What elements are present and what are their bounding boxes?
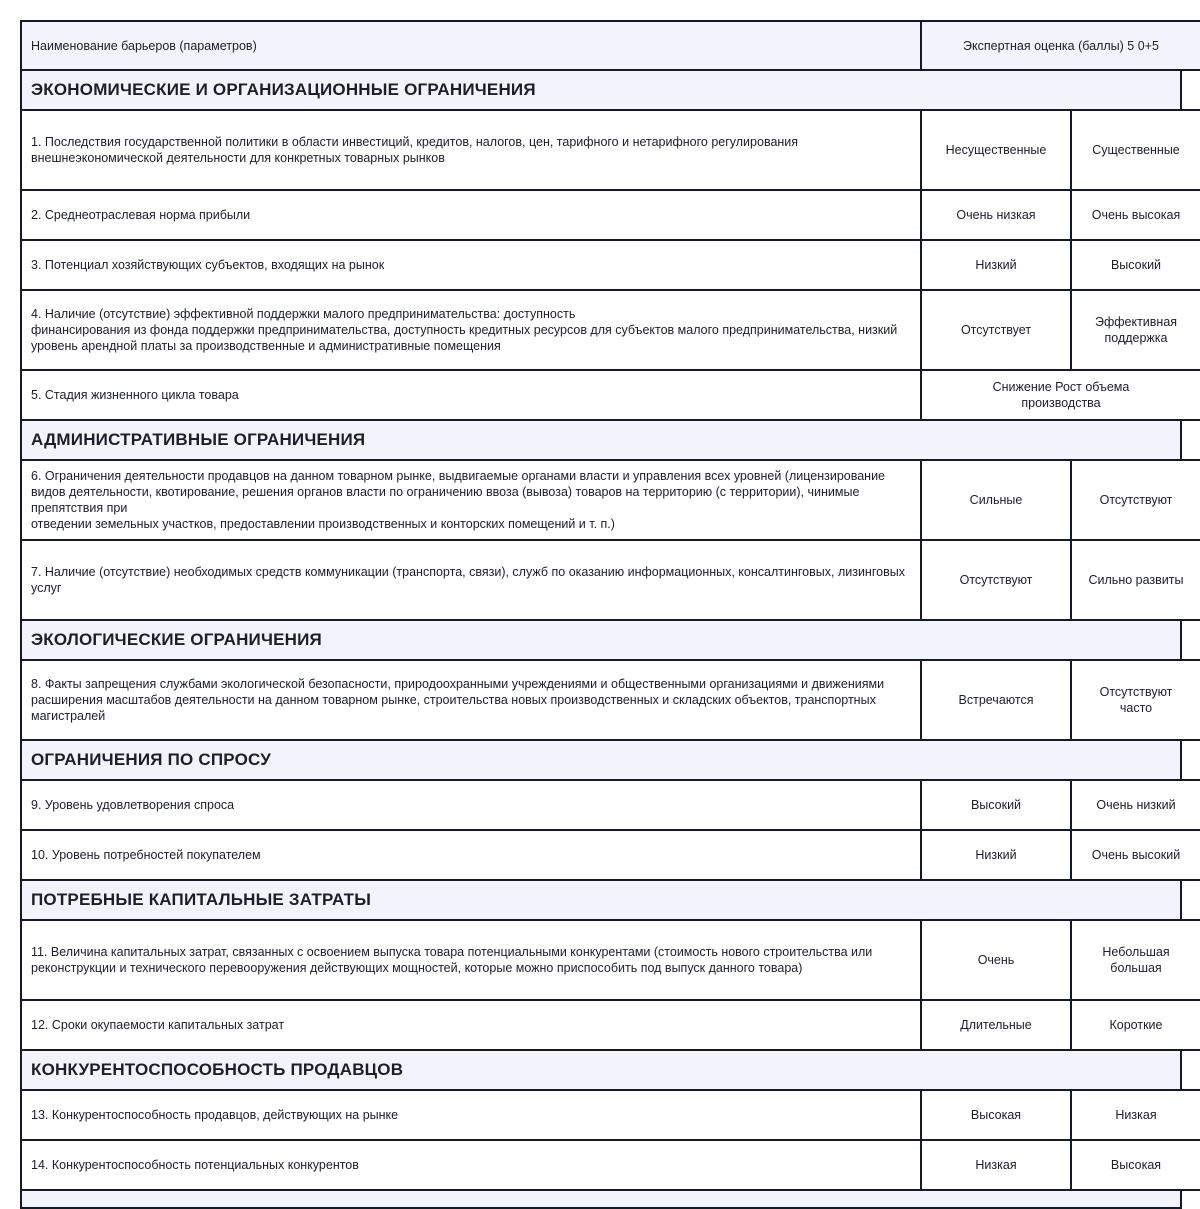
header-name-cell xyxy=(20,20,922,71)
row-name: 11. Величина капитальных затрат, связанных с освоением выпуска товара потенциальными конкурентами (стоимость нового строительства или реконструкции и технического перевооружения действующих мощностей, которые можно приспособить под выпуск данного товара) xyxy=(31,945,873,975)
table-row xyxy=(20,189,1200,241)
table-row xyxy=(20,919,1200,1001)
row-name: 8. Факты запрещения службами экологической безопасности, природоохранными учреждениями и общественными организациями и движениями расширения масштабов деятельности на данном товарном рынке, строительства новых производственных и складских объектов, транспортных магистралей xyxy=(31,677,885,723)
row-high-value: Отсутствуют часто xyxy=(1070,659,1200,741)
row-low-value: Отсутствуют xyxy=(920,539,1072,621)
table-row xyxy=(20,239,1200,291)
row-name-cell xyxy=(20,189,922,241)
table-row xyxy=(20,829,1200,881)
row-name: 4. Наличие (отсутствие) эффективной поддержки малого предпринимательства: доступность финансирования из фонда поддержки предпринимательства, доступность кредитных ресурсов для субъектов малого предпринимательства, низкий уровень арендной платы за производственные и административные помещения xyxy=(31,307,898,353)
row-high-value: Существенные xyxy=(1070,109,1200,191)
section-title: ЭКОНОМИЧЕСКИЕ И ОРГАНИЗАЦИОННЫЕ ОГРАНИЧЕНИЯ xyxy=(20,69,1182,111)
row-name: 14. Конкурентоспособность потенциальных конкурентов xyxy=(31,1158,359,1172)
row-low-value: Низкая xyxy=(920,1139,1072,1191)
row-low-value: Несущественные xyxy=(920,109,1072,191)
row-name-cell xyxy=(20,109,922,191)
row-name: 10. Уровень потребностей покупателем xyxy=(31,848,261,862)
section-demand xyxy=(20,739,1200,781)
section-capital-costs xyxy=(20,879,1200,921)
section-tail xyxy=(1180,1049,1200,1091)
row-high-value: Низкая xyxy=(1070,1089,1200,1141)
table-row xyxy=(20,289,1200,371)
row-name-cell xyxy=(20,779,922,831)
row-name: 3. Потенциал хозяйствующих субъектов, входящих на рынок xyxy=(31,258,385,272)
row-low-value: Очень xyxy=(920,919,1072,1001)
row-high-value: Высокая xyxy=(1070,1139,1200,1191)
table-row xyxy=(20,459,1200,541)
row-low-value: Отсутствует xyxy=(920,289,1072,371)
section-ecological xyxy=(20,619,1200,661)
row-name-cell xyxy=(20,829,922,881)
row-high-value: Очень низкий xyxy=(1070,779,1200,831)
row-name-cell xyxy=(20,289,922,371)
section-tail xyxy=(1180,739,1200,781)
row-low-value: Высокий xyxy=(920,779,1072,831)
section-competitiveness xyxy=(20,1049,1200,1091)
section-tail xyxy=(1180,419,1200,461)
row-high-value: Короткие xyxy=(1070,999,1200,1051)
section-next-partial xyxy=(20,1189,1200,1209)
table-row xyxy=(20,109,1200,191)
row-low-value: Встречаются xyxy=(920,659,1072,741)
table-row xyxy=(20,1139,1200,1191)
section-tail xyxy=(1180,619,1200,661)
section-title-partial xyxy=(20,1189,1182,1209)
row-high-value: Высокий xyxy=(1070,239,1200,291)
row-high-value: Отсутствуют xyxy=(1070,459,1200,541)
row-name: 12. Сроки окупаемости капитальных затрат xyxy=(31,1018,285,1032)
table-row xyxy=(20,999,1200,1051)
row-low-value: Длительные xyxy=(920,999,1072,1051)
table-row xyxy=(20,369,1200,421)
row-name-cell xyxy=(20,919,922,1001)
table-row xyxy=(20,1089,1200,1141)
section-title: КОНКУРЕНТОСПОСОБНОСТЬ ПРОДАВЦОВ xyxy=(20,1049,1182,1091)
row-name-cell xyxy=(20,1089,922,1141)
row-name: 1. Последствия государственной политики в области инвестиций, кредитов, налогов, цен, тарифного и нетарифного регулирования внешнеэкономической деятельности для конкретных товарных рынков xyxy=(31,135,799,165)
row-high-value: Очень высокая xyxy=(1070,189,1200,241)
header-score-label: Экспертная оценка (баллы) 5 0+5 xyxy=(963,38,1159,53)
section-tail xyxy=(1180,69,1200,111)
row-name: 6. Ограничения деятельности продавцов на данном товарном рынке, выдвигаемые органами власти и управления всех уровней (лицензирование видов деятельности, квотирование, решения органов власти по ограничению ввоза (вывоза) товаров на территорию (с территории), чинимые препятствия при отведении земельных участков, предоставлении производственных и конторских помещений и т. п.) xyxy=(31,469,886,531)
row-span-value: Снижение Рост объема производства xyxy=(920,369,1200,421)
row-name: 13. Конкурентоспособность продавцов, действующих на рынке xyxy=(31,1108,399,1122)
table-row xyxy=(20,659,1200,741)
header-name-label: Наименование барьеров (параметров) xyxy=(31,38,257,53)
section-title: АДМИНИСТРАТИВНЫЕ ОГРАНИЧЕНИЯ xyxy=(20,419,1182,461)
row-low-value: Сильные xyxy=(920,459,1072,541)
row-name-cell xyxy=(20,459,922,541)
row-name-cell xyxy=(20,369,922,421)
row-name: 7. Наличие (отсутствие) необходимых средств коммуникации (транспорта, связи), служб по оказанию информационных, консалтинговых, лизинговых услуг xyxy=(31,565,905,595)
row-name: 5. Стадия жизненного цикла товара xyxy=(31,388,239,402)
table-row xyxy=(20,779,1200,831)
header-score-cell xyxy=(920,20,1200,71)
row-name: 9. Уровень удовлетворения спроса xyxy=(31,798,235,812)
table-header-row xyxy=(20,20,1200,71)
row-low-value: Очень низкая xyxy=(920,189,1072,241)
section-title: ЭКОЛОГИЧЕСКИЕ ОГРАНИЧЕНИЯ xyxy=(20,619,1182,661)
row-low-value: Высокая xyxy=(920,1089,1072,1141)
section-administrative xyxy=(20,419,1200,461)
row-name-cell xyxy=(20,999,922,1051)
row-name-cell xyxy=(20,539,922,621)
row-high-value: Сильно развиты xyxy=(1070,539,1200,621)
section-economic xyxy=(20,69,1200,111)
row-low-value: Низкий xyxy=(920,829,1072,881)
row-name-cell xyxy=(20,659,922,741)
row-name-cell xyxy=(20,1139,922,1191)
row-name: 2. Среднеотраслевая норма прибыли xyxy=(31,208,251,222)
table-row xyxy=(20,539,1200,621)
row-low-value: Низкий xyxy=(920,239,1072,291)
row-name-cell xyxy=(20,239,922,291)
row-high-value: Небольшая большая xyxy=(1070,919,1200,1001)
row-high-value: Очень высокий xyxy=(1070,829,1200,881)
section-title: ОГРАНИЧЕНИЯ ПО СПРОСУ xyxy=(20,739,1182,781)
section-title: ПОТРЕБНЫЕ КАПИТАЛЬНЫЕ ЗАТРАТЫ xyxy=(20,879,1182,921)
section-tail xyxy=(1180,879,1200,921)
row-high-value: Эффективная поддержка xyxy=(1070,289,1200,371)
